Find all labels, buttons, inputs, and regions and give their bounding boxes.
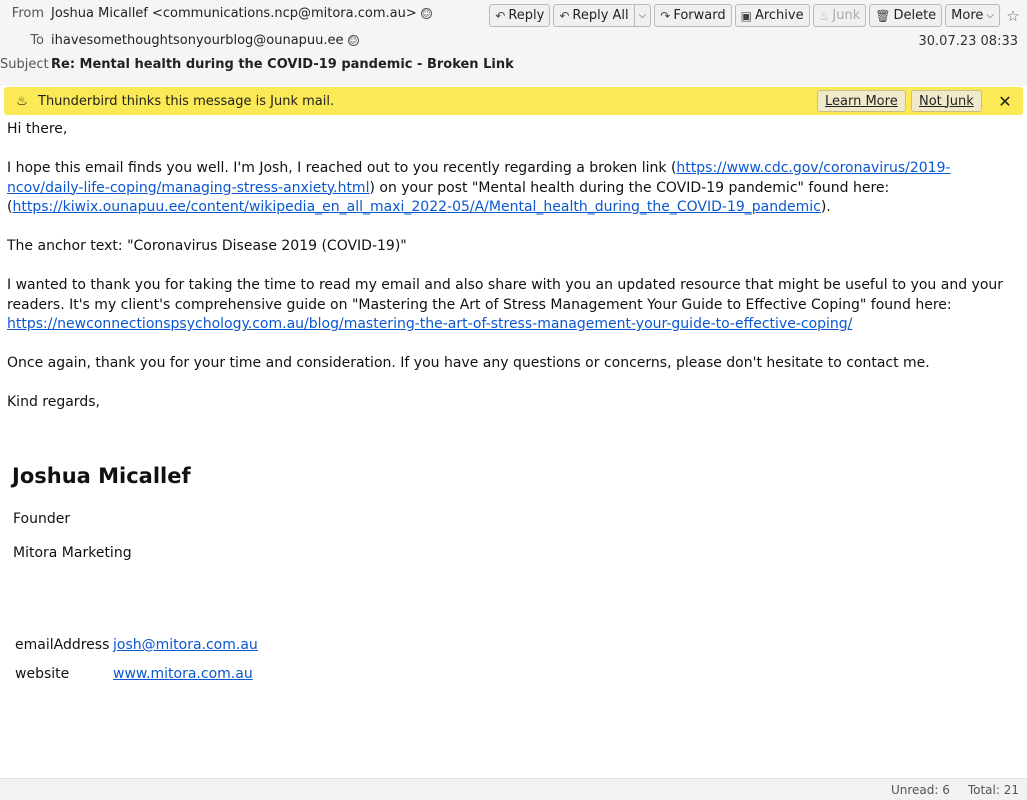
from-value[interactable]: Joshua Micallef <communications.ncp@mitora.com.au> — [51, 6, 417, 21]
archive-label: Archive — [754, 8, 804, 23]
email-link[interactable]: josh@mitora.com.au — [113, 637, 258, 653]
archive-icon: ▣ — [740, 8, 752, 23]
forward-button[interactable] — [654, 4, 731, 27]
close-icon[interactable]: ✕ — [998, 91, 1012, 111]
chevron-down-icon: ⌵ — [986, 10, 994, 21]
not-junk-button[interactable]: Not Junk — [911, 90, 982, 112]
greeting: Hi there, — [7, 121, 68, 137]
status-bar — [0, 778, 1027, 800]
reply-all-split — [553, 4, 651, 27]
text-segment: ) on your post "Mental health during the COVID-19 pandemic" found here: ( — [7, 179, 890, 215]
unread-count: Unread: 6 — [890, 782, 950, 797]
reply-icon: ↶ — [495, 8, 506, 23]
junk-message: Thunderbird thinks this message is Junk mail. — [38, 93, 335, 109]
subject-value: Re: Mental health during the COVID-19 pandemic - Broken Link — [51, 57, 514, 72]
cdc-link[interactable]: https://www.cdc.gov/coronavirus/2019-ncov/daily-life-coping/managing-stress-anxiety.html — [7, 160, 951, 196]
text-segment: ). — [820, 199, 831, 215]
kiwix-link[interactable]: https://kiwix.ounapuu.ee/content/wikipedia_en_all_maxi_2022-05/A/Mental_health_during_the_COVID-19_pandemic — [12, 199, 821, 215]
junk-notification-bar — [4, 87, 1023, 115]
signature-company: Mitora Marketing — [13, 545, 132, 561]
trash-icon: 🗑 — [875, 8, 891, 23]
forward-label: Forward — [673, 8, 726, 23]
forward-icon: ↷ — [660, 8, 671, 23]
message-date: 30.07.23 08:33 — [918, 34, 1018, 49]
to-value[interactable]: ihavesomethoughtsonyourblog@ounapuu.ee — [51, 33, 344, 48]
message-header — [0, 0, 1027, 86]
reply-all-dropdown[interactable] — [635, 4, 652, 27]
from-label: From — [11, 6, 44, 21]
paragraph-resource — [7, 276, 1019, 335]
to-label: To — [30, 33, 44, 48]
junk-label: Junk — [832, 8, 861, 23]
more-button[interactable] — [945, 4, 1000, 27]
learn-more-button[interactable]: Learn More — [817, 90, 906, 112]
website-link[interactable]: www.mitora.com.au — [113, 666, 253, 682]
junk-button[interactable] — [813, 4, 867, 27]
message-body — [7, 120, 1019, 432]
contact-icon[interactable]: ☺ — [348, 36, 358, 45]
email-label: emailAddress — [15, 637, 110, 653]
subject-label: Subject — [0, 57, 49, 72]
paragraph-thanks: Once again, thank you for your time and consideration. If you have any questions or concerns, please don't hesitate to contact me. — [7, 355, 930, 371]
chevron-down-icon: ⌵ — [638, 10, 647, 21]
reply-button[interactable] — [489, 4, 550, 27]
more-label: More — [951, 8, 984, 23]
flame-icon: ♨ — [16, 93, 28, 109]
reply-all-label: Reply All — [572, 8, 629, 23]
signature-email-row — [15, 637, 258, 653]
contact-icon[interactable]: ☺ — [422, 9, 431, 18]
junk-icon: ♨ — [818, 8, 830, 23]
closing: Kind regards, — [7, 394, 100, 410]
paragraph-broken-link — [7, 159, 1019, 218]
to-row — [0, 33, 359, 48]
star-icon[interactable]: ☆ — [1006, 6, 1020, 25]
signature-title: Founder — [13, 511, 71, 527]
signature-name: Joshua Micallef — [12, 464, 191, 488]
subject-row — [0, 57, 514, 72]
reply-label: Reply — [508, 8, 545, 23]
text-segment: I hope this email finds you well. I'm Josh, I reached out to you recently regarding a broken link ( — [7, 160, 677, 176]
text-segment: I wanted to thank you for taking the time to read my email and also share with you an updated resource that might be useful to you and your readers. It's my client's comprehensive guide on "Mastering the Art of Stress Management Your Guide to Effective Coping" found here: — [7, 277, 1004, 313]
delete-label: Delete — [893, 8, 937, 23]
total-count: Total: 21 — [967, 782, 1019, 797]
resource-link[interactable]: https://newconnectionspsychology.com.au/blog/mastering-the-art-of-stress-management-your-guide-to-effective-coping/ — [7, 316, 853, 332]
message-toolbar — [489, 4, 1023, 27]
signature-website-row — [15, 666, 253, 682]
delete-button[interactable] — [869, 4, 942, 27]
reply-all-button[interactable] — [553, 4, 634, 27]
reply-all-icon: ↶ — [559, 8, 570, 23]
from-row — [0, 6, 432, 21]
website-label: website — [15, 666, 70, 682]
archive-button[interactable] — [735, 4, 810, 27]
anchor-text-paragraph: The anchor text: "Coronavirus Disease 2019 (COVID-19)" — [7, 238, 407, 254]
